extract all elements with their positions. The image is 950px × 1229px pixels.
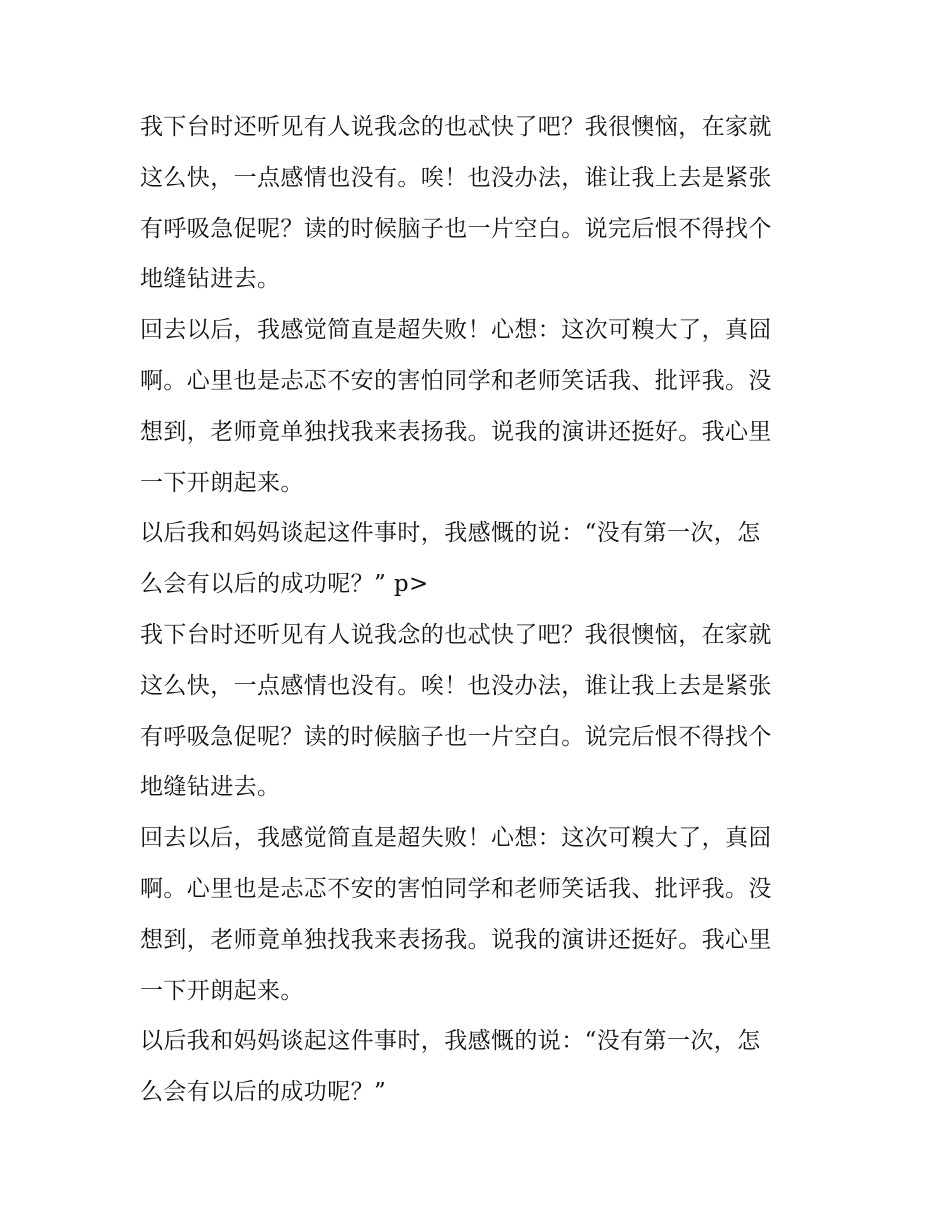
- text-line: 么会有以后的成功呢？” p>: [140, 571, 429, 598]
- text-line: 一下开朗起来。: [140, 977, 304, 1004]
- text-line: 有呼吸急促呢？读的时候脑子也一片空白。说完后恨不得找个: [140, 215, 772, 242]
- text-line: 地缝钻进去。: [140, 266, 281, 293]
- text-line: 这么快，一点感情也没有。唉！也没办法，谁让我上去是紧张: [140, 672, 772, 699]
- text-line: 么会有以后的成功呢？”: [140, 1079, 387, 1106]
- text-line: 这么快，一点感情也没有。唉！也没办法，谁让我上去是紧张: [140, 164, 772, 191]
- text-line: 以后我和妈妈谈起这件事时，我感慨的说：“没有第一次，怎: [140, 520, 761, 547]
- text-line: 回去以后，我感觉简直是超失败！心想：这次可糗大了，真囧: [140, 825, 772, 852]
- text-line: 以后我和妈妈谈起这件事时，我感慨的说：“没有第一次，怎: [140, 1028, 761, 1055]
- text-line: 我下台时还听见有人说我念的也忒快了吧？我很懊恼，在家就: [140, 621, 772, 648]
- text-line: 有呼吸急促呢？读的时候脑子也一片空白。说完后恨不得找个: [140, 723, 772, 750]
- text-line: 想到，老师竟单独找我来表扬我。说我的演讲还挺好。我心里: [140, 926, 772, 953]
- text-line: 啊。心里也是忐忑不安的害怕同学和老师笑话我、批评我。没: [140, 875, 772, 902]
- text-line: 一下开朗起来。: [140, 469, 304, 496]
- body-text: [140, 102, 820, 1118]
- text-line: 地缝钻进去。: [140, 774, 281, 801]
- text-line: 啊。心里也是忐忑不安的害怕同学和老师笑话我、批评我。没: [140, 367, 772, 394]
- text-line: 回去以后，我感觉简直是超失败！心想：这次可糗大了，真囧: [140, 317, 772, 344]
- text-line: 我下台时还听见有人说我念的也忒快了吧？我很懊恼，在家就: [140, 114, 772, 140]
- text-line: 想到，老师竟单独找我来表扬我。说我的演讲还挺好。我心里: [140, 418, 772, 445]
